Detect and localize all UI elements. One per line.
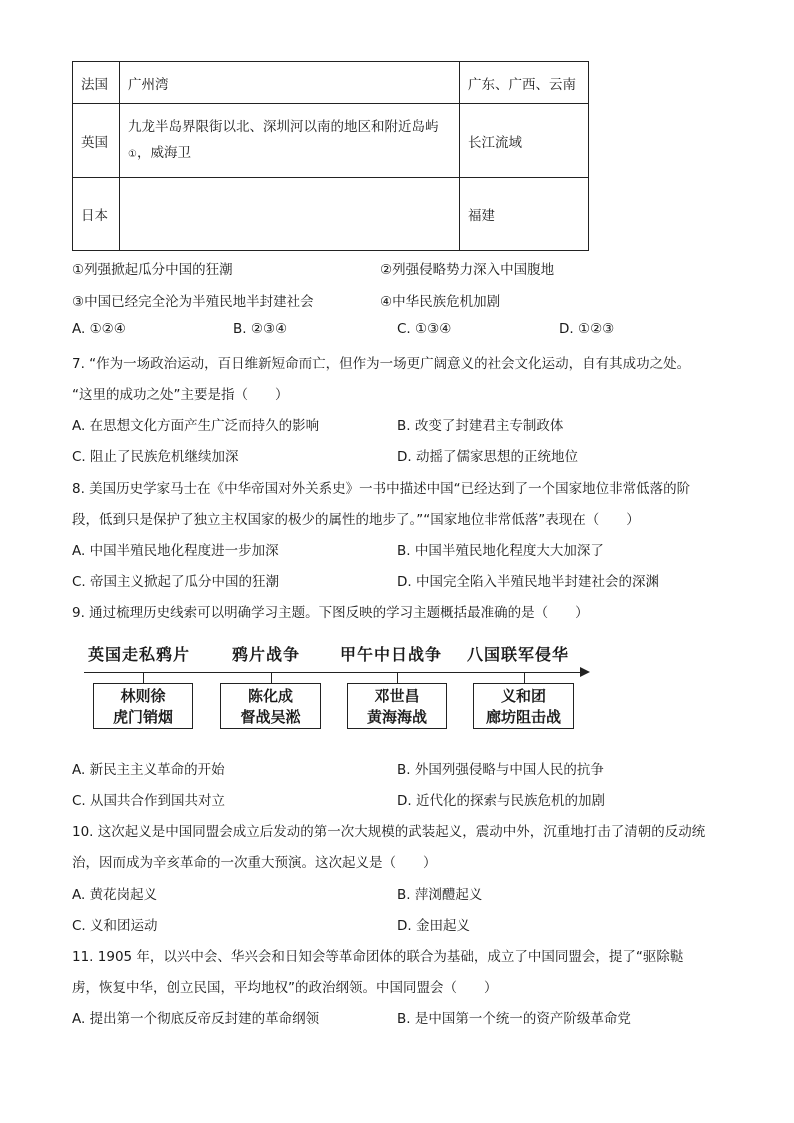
timeline-event-4: 八国联军侵华	[467, 645, 570, 664]
table-cell-sphere: 长江流域	[460, 104, 589, 178]
timeline-box-line1: 义和团	[500, 687, 546, 705]
q11-option-b[interactable]: B. 是中国第一个统一的资产阶级革命党	[397, 1011, 631, 1027]
q6-statement-2: ②列强侵略势力深入中国腹地	[380, 262, 555, 278]
timeline-event-1: 英国走私鸦片	[88, 645, 191, 664]
spheres-table	[72, 61, 589, 251]
q9-option-c[interactable]: C. 从国共合作到国共对立	[72, 793, 226, 809]
q6-option-d[interactable]: D. ①②③	[559, 321, 615, 337]
q8-option-b[interactable]: B. 中国半殖民地化程度大大加深了	[397, 543, 604, 559]
table-row	[73, 104, 589, 178]
q8-stem-line2: 段，低到只是保护了独立主权国家的极少的属性的地步了。”“国家地位非常低落”表现在（ ）	[72, 512, 640, 528]
table-cell-area	[120, 178, 460, 251]
q10-option-a[interactable]: A. 黄花岗起义	[72, 887, 158, 903]
table-row	[73, 178, 589, 251]
timeline-box	[220, 683, 321, 729]
table-cell-country: 法国	[73, 62, 120, 104]
area-line1: 九龙半岛界限街以北、深圳河以南的地区和附近岛屿	[128, 118, 439, 135]
q9-option-d[interactable]: D. 近代化的探索与民族危机的加剧	[397, 793, 605, 809]
timeline-box-line1: 邓世昌	[374, 687, 420, 705]
timeline-box-line1: 林则徐	[120, 687, 166, 705]
table-cell-country: 英国	[73, 104, 120, 178]
timeline-box	[473, 683, 574, 729]
q6-option-b[interactable]: B. ②③④	[233, 321, 288, 337]
timeline-box-line2: 廊坊阻击战	[485, 708, 561, 726]
timeline-axis	[84, 672, 582, 673]
q7-option-d[interactable]: D. 动摇了儒家思想的正统地位	[397, 449, 578, 465]
q7-stem-line1: 7. “作为一场政治运动，百日维新短命而亡，但作为一场更广阔意义的社会文化运动，自有其成功之处。	[72, 356, 691, 372]
footnote-mark: ①	[128, 148, 137, 160]
q6-statement-4: ④中华民族危机加剧	[380, 294, 501, 310]
table-cell-sphere: 福建	[460, 178, 589, 251]
q6-statement-3: ③中国已经完全沦为半殖民地半封建社会	[72, 294, 314, 310]
timeline-box-line2: 黄海海战	[366, 708, 427, 726]
q6-option-c[interactable]: C. ①③④	[397, 321, 452, 337]
q11-stem-line1: 11. 1905 年，以兴中会、华兴会和日知会等革命团体的联合为基础，成立了中国同盟会，提了“驱除鞑	[72, 949, 684, 965]
arrow-right-icon	[580, 667, 590, 677]
timeline-box	[93, 683, 193, 729]
q10-stem-line2: 治，因而成为辛亥革命的一次重大预演。这次起义是（ ）	[72, 855, 437, 871]
q9-option-b[interactable]: B. 外国列强侵略与中国人民的抗争	[397, 762, 604, 778]
q8-stem-line1: 8. 美国历史学家马士在《中华帝国对外关系史》一书中描述中国“已经达到了一个国家地位非常低落的阶	[72, 481, 691, 497]
q7-option-b[interactable]: B. 改变了封建君主专制政体	[397, 418, 564, 434]
q7-option-a[interactable]: A. 在思想文化方面产生广泛而持久的影响	[72, 418, 320, 434]
q10-stem-line1: 10. 这次起义是中国同盟会成立后发动的第一次大规模的武装起义，震动中外，沉重地打击了清朝的反动统	[72, 824, 706, 840]
table-cell-area	[120, 104, 460, 178]
q11-stem-line2: 虏，恢复中华，创立民国，平均地权”的政治纲领。中国同盟会（ ）	[72, 980, 498, 996]
table-cell-country: 日本	[73, 178, 120, 251]
q10-option-c[interactable]: C. 义和团运动	[72, 918, 158, 934]
q11-option-a[interactable]: A. 提出第一个彻底反帝反封建的革命纲领	[72, 1011, 320, 1027]
timeline-box-line1: 陈化成	[247, 687, 293, 705]
q10-option-d[interactable]: D. 金田起义	[397, 918, 470, 934]
table-row	[73, 62, 589, 104]
q6-statement-1: ①列强掀起瓜分中国的狂潮	[72, 262, 233, 278]
timeline-box-line2: 虎门销烟	[112, 708, 173, 726]
q10-option-b[interactable]: B. 萍浏醴起义	[397, 887, 483, 903]
table-cell-area: 广州湾	[120, 62, 460, 104]
timeline-box-line2: 督战吴淞	[240, 708, 301, 726]
timeline-box	[347, 683, 447, 729]
q8-option-d[interactable]: D. 中国完全陷入半殖民地半封建社会的深渊	[397, 574, 659, 590]
q9-option-a[interactable]: A. 新民主主义革命的开始	[72, 762, 225, 778]
q9-stem: 9. 通过梳理历史线索可以明确学习主题。下图反映的学习主题概括最准确的是（ ）	[72, 605, 589, 621]
timeline-event-3: 甲午中日战争	[340, 645, 443, 664]
q8-option-c[interactable]: C. 帝国主义掀起了瓜分中国的狂潮	[72, 574, 280, 590]
q6-option-a[interactable]: A. ①②④	[72, 321, 126, 337]
timeline-event-2: 鸦片战争	[232, 645, 301, 664]
q8-option-a[interactable]: A. 中国半殖民地化程度进一步加深	[72, 543, 279, 559]
table-cell-sphere: 广东、广西、云南	[460, 62, 589, 104]
q7-stem-line2: “这里的成功之处”主要是指（ ）	[72, 387, 289, 403]
q7-option-c[interactable]: C. 阻止了民族危机继续加深	[72, 449, 239, 465]
area-line2: ，威海卫	[136, 144, 191, 161]
